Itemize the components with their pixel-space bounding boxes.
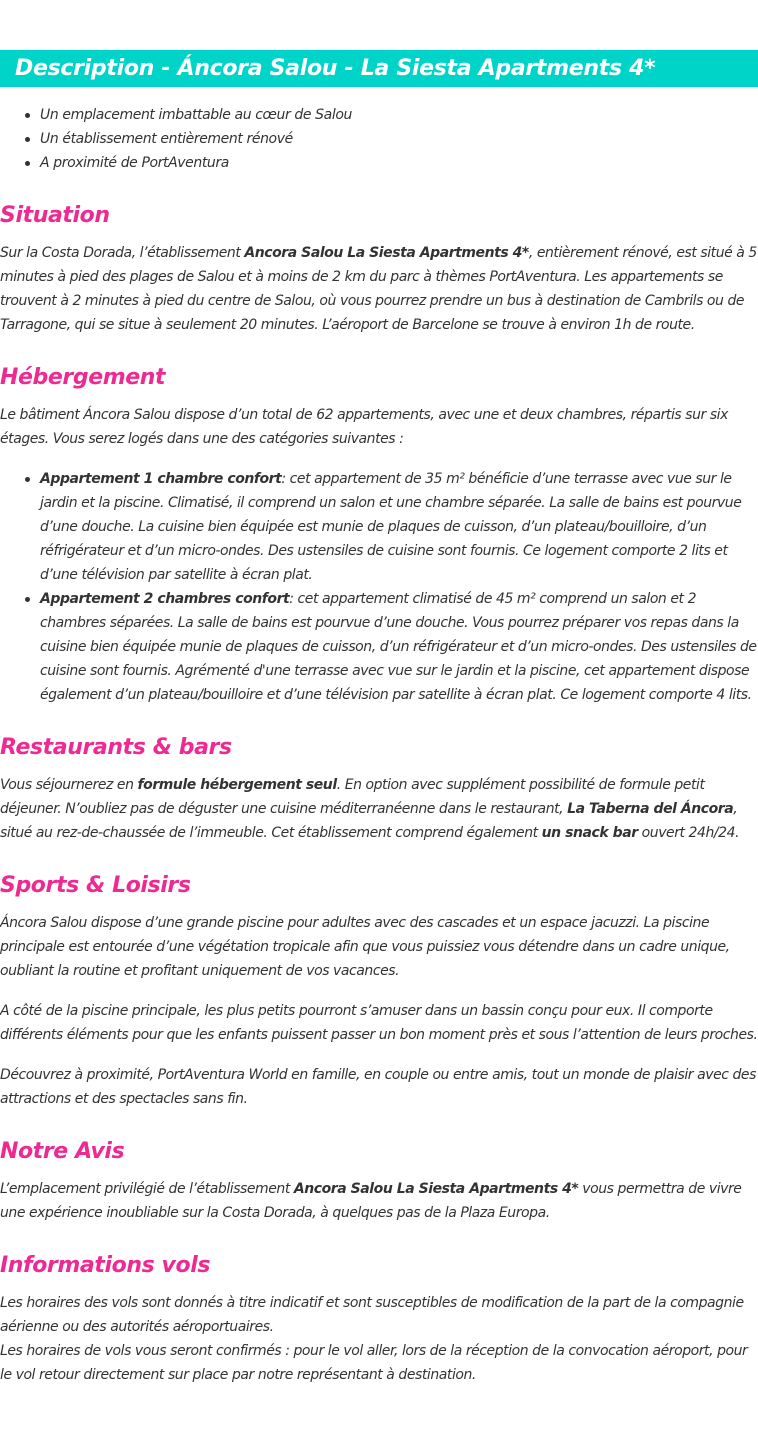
highlights-list [0,103,758,175]
sports-paragraph-1: Áncora Salou dispose d’une grande piscine pour adultes avec des cascades et un espace jacuzzi. La piscine principale est entourée d’une végétation tropicale afin que vous puissiez vous détendre dans un cadre unique, oubliant la routine et profitant uniquement de vos vacances. [0,915,730,979]
room-2-name: Appartement 2 chambres confort [40,591,290,607]
highlight-item: Un emplacement imbattable au cœur de Salou [40,103,758,127]
restaurants-section [0,731,758,845]
restaurants-bold-2: La Taberna del Áncora [567,801,734,817]
highlight-item: A proximité de PortAventura [40,151,758,175]
highlight-item: Un établissement entièrement rénové [40,127,758,151]
hebergement-heading: Hébergement [0,365,166,390]
sports-paragraph-3: Découvrez à proximité, PortAventura World en famille, en couple ou entre amis, tout un monde de plaisir avec des attractions et des spectacles sans fin. [0,1067,756,1107]
restaurants-text-4: ouvert 24h/24. [637,825,740,841]
restaurants-paragraph [0,773,758,845]
situation-text-c: , entièrement rénové, est situé à 5 minutes à pied des plages de Salou et à moins de 2 km du parc à thèmes PortAventura. Les appartements se trouvent à 2 minutes à pied du centre de Salou, où vous pourrez prendre un bus à destination de Cambrils ou de Tarragone, qui se situe à seulement 20 minutes. L’aéroport de Barcelone se trouve à environ 1h de route. [0,245,757,333]
avis-heading: Notre Avis [0,1139,125,1164]
vols-heading: Informations vols [0,1253,211,1278]
restaurants-bold-1: formule hébergement seul [137,777,337,793]
room-1-name: Appartement 1 chambre confort [40,471,282,487]
situation-text-a: Sur la Costa Dorada, l’établissement [0,245,245,261]
restaurants-bold-3: un snack bar [541,825,638,841]
situation-heading: Situation [0,203,110,228]
avis-hotel-name: Ancora Salou La Siesta Apartments 4* [293,1181,579,1197]
situation-hotel-name: Ancora Salou La Siesta Apartments 4* [244,245,529,261]
sports-heading: Sports & Loisirs [0,873,191,898]
situation-section [0,199,758,337]
vols-line-1: Les horaires des vols sont donnés à titre indicatif et sont susceptibles de modification de la part de la compagnie aérienne ou des autorités aéroportuaires. [0,1295,744,1335]
avis-text-2: vous permettra de vivre une expérience inoubliable sur la Costa Dorada, à quelques pas de la Plaza Europa. [0,1181,742,1221]
description-page [0,50,758,1387]
avis-text-1: L’emplacement privilégié de l’établissement [0,1181,294,1197]
restaurants-text-2: . En option avec supplément possibilité de formule petit déjeuner. N’oubliez pas de déguster une cuisine méditerranéenne dans le restaurant, [0,777,705,817]
restaurants-text-3: , situé au rez-de-chaussée de l’immeuble. Cet établissement comprend également [0,801,738,841]
room-list [0,467,758,707]
room-2-description: : cet appartement climatisé de 45 m² comprend un salon et 2 chambres séparées. La salle de bains est pourvue d’une douche. Vous pourrez préparer vos repas dans la cuisine bien équipée munie de plaques de cuisson, d’un réfrigérateur et d’un micro-ondes. Des ustensiles de cuisine sont fournis. Agrémenté d'une terrasse avec vue sur le jardin et la piscine, cet appartement dispose également d’un plateau/bouilloire et d’une télévision par satellite à écran plat. Ce logement comporte 4 lits. [40,591,757,703]
description-banner [0,50,758,87]
sports-paragraph-2: A côté de la piscine principale, les plus petits pourront s’amuser dans un bassin conçu pour eux. Il comporte différents éléments pour que les enfants puissent passer un bon moment près et sous l’attention de leurs proches. [0,1003,758,1043]
restaurants-text-1: Vous séjournerez en [0,777,138,793]
vols-section [0,1249,758,1387]
restaurants-heading: Restaurants & bars [0,735,232,760]
room-item-2 [40,587,758,707]
room-1-description: : cet appartement de 35 m² bénéficie d’une terrasse avec vue sur le jardin et la piscine. Climatisé, il comprend un salon et une chambre séparée. La salle de bains est pourvue d’une douche. La cuisine bien équipée est munie de plaques de cuisson, d’un plateau/bouilloire, d’un réfrigérateur et d’un micro-ondes. Des ustensiles de cuisine sont fournis. Ce logement comporte 2 lits et d’une télévision par satellite à écran plat. [40,471,742,583]
avis-paragraph [0,1177,758,1225]
hebergement-section [0,361,758,707]
banner-title: Description - Áncora Salou - La Siesta Apartments 4* [15,56,656,81]
vols-line-2: Les horaires de vols vous seront confirmés : pour le vol aller, lors de la réception de la convocation aéroport, pour le vol retour directement sur place par notre représentant à destination. [0,1343,748,1383]
sports-section [0,869,758,1111]
situation-paragraph [0,241,758,337]
hebergement-intro: Le bâtiment Áncora Salou dispose d’un total de 62 appartements, avec une et deux chambres, répartis sur six étages. Vous serez logés dans une des catégories suivantes : [0,407,728,447]
room-item-1 [40,467,758,587]
avis-section [0,1135,758,1225]
